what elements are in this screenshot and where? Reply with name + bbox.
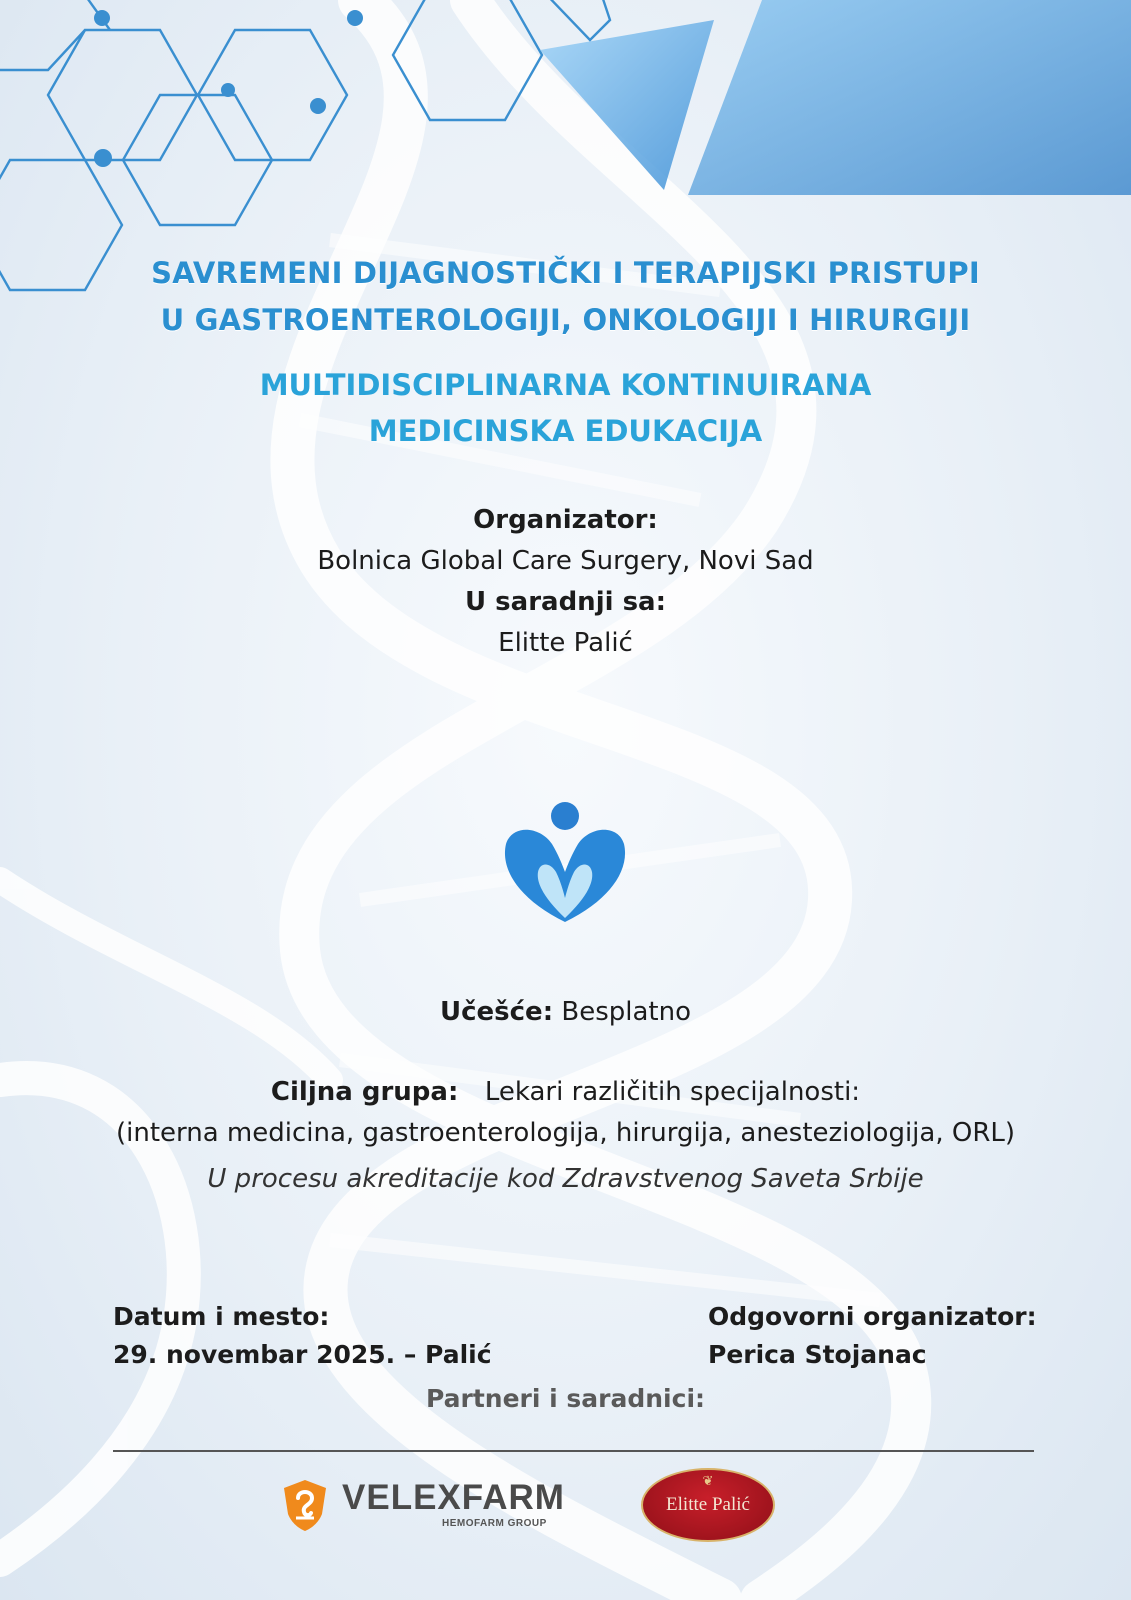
partners-divider	[113, 1450, 1034, 1452]
responsible-label: Odgovorni organizator:	[708, 1302, 1037, 1331]
velexfarm-name: VELEXFARM	[342, 1478, 565, 1517]
organizer-block	[0, 500, 1131, 664]
organizer-value: Bolnica Global Care Surgery, Novi Sad	[317, 546, 814, 576]
event-subtitle	[0, 362, 1131, 454]
organizer-label: Organizator:	[473, 505, 658, 535]
elitte-crest-icon: ❦	[702, 1474, 714, 1489]
participation-label: Učešće:	[440, 997, 554, 1027]
elitte-name: Elitte Palić	[666, 1494, 750, 1515]
target-group-block	[0, 1072, 1131, 1200]
date-value: 29. novembar 2025. – Palić	[113, 1340, 492, 1369]
partners-label: Partneri i saradnici:	[425, 1384, 706, 1413]
participation-value: Besplatno	[561, 997, 691, 1027]
target-value: Lekari različitih specijalnosti:	[484, 1077, 861, 1107]
accreditation-note: U procesu akreditacije kod Zdravstvenog Saveta Srbije	[207, 1164, 924, 1194]
cooperation-label: U saradnji sa:	[465, 587, 666, 617]
subtitle-line-1: MULTIDISCIPLINARNA KONTINUIRANA	[259, 368, 872, 402]
cooperation-value: Elitte Palić	[498, 628, 633, 658]
participation-line	[0, 992, 1131, 1033]
target-label: Ciljna grupa:	[270, 1077, 459, 1107]
responsible-block	[708, 1298, 1037, 1374]
person-heart-logo	[500, 800, 630, 930]
title-line-2: U GASTROENTEROLOGIJI, ONKOLOGIJI I HIRURGIJI	[160, 303, 971, 337]
velexfarm-shield-icon	[282, 1478, 328, 1532]
target-specialties: (interna medicina, gastroenterologija, hirurgija, anesteziologija, ORL)	[115, 1118, 1016, 1148]
subtitle-line-2: MEDICINSKA EDUKACIJA	[368, 414, 763, 448]
velexfarm-logo	[282, 1478, 582, 1534]
velexfarm-sub: HEMOFARM GROUP	[442, 1518, 547, 1529]
date-block	[113, 1298, 492, 1374]
elitte-badge	[641, 1468, 775, 1542]
event-title	[0, 250, 1131, 344]
date-label: Datum i mesto:	[113, 1302, 330, 1331]
title-line-1: SAVREMENI DIJAGNOSTIČKI I TERAPIJSKI PRISTUPI	[151, 256, 980, 290]
responsible-value: Perica Stojanac	[708, 1340, 927, 1369]
